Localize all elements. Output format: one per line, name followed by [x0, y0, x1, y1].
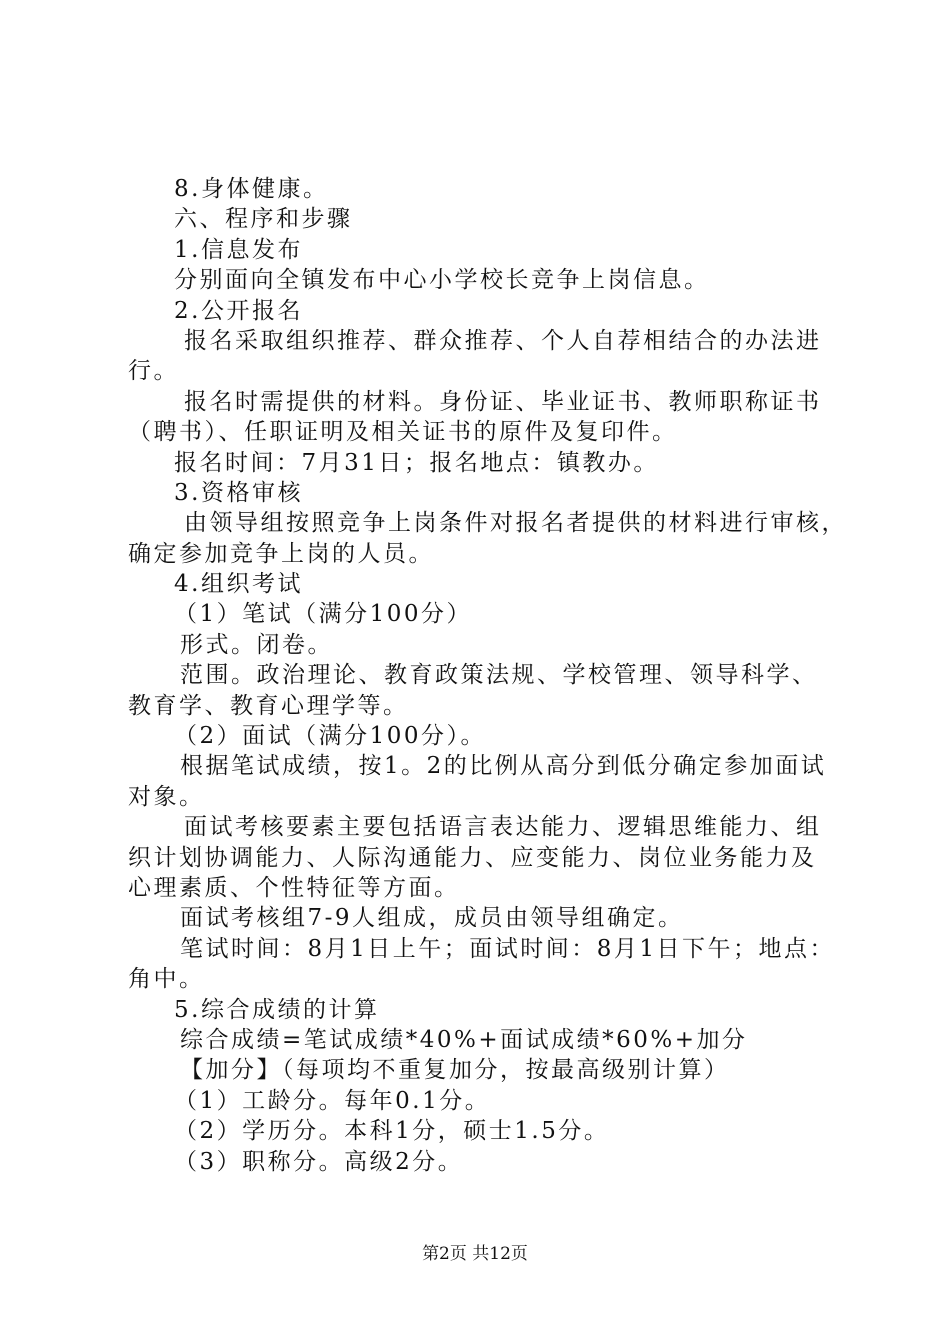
text-line: 形式。闭卷。	[180, 631, 333, 658]
text-line: 由领导组按照竞争上岗条件对报名者提供的材料进行审核，	[184, 510, 847, 537]
text-line: 报名时间：7月31日；报名地点：镇教办。	[174, 449, 659, 476]
text-line: （2）面试（满分100分）。	[174, 723, 487, 750]
text-line: 笔试时间：8月1日上午；面试时间：8月1日下午；地点：	[180, 935, 836, 962]
text-line: （2）学历分。本科1分，硕士1.5分。	[174, 1118, 610, 1145]
text-line: （1）工龄分。每年0.1分。	[174, 1087, 491, 1114]
text-line: 教育学、教育心理学等。	[128, 692, 409, 719]
text-line: 综合成绩=笔试成绩*40%+面试成绩*60%+加分	[180, 1026, 748, 1053]
document-body	[128, 174, 850, 1177]
text-line: 报名时需提供的材料。身份证、毕业证书、教师职称证书	[184, 388, 822, 415]
subsection-heading: 1.信息发布	[174, 236, 303, 263]
text-line: 面试考核要素主要包括语言表达能力、逻辑思维能力、组	[184, 814, 822, 841]
text-line: 确定参加竞争上岗的人员。	[128, 540, 434, 567]
text-line: （1）笔试（满分100分）	[174, 601, 473, 628]
subsection-heading: 3.资格审核	[174, 479, 303, 506]
text-line: 角中。	[128, 966, 205, 993]
text-line: 心理素质、个性特征等方面。	[128, 874, 460, 901]
text-line: 报名采取组织推荐、群众推荐、个人自荐相结合的办法进	[184, 327, 822, 354]
section-heading: 六、程序和步骤	[174, 206, 353, 233]
subsection-heading: 5.综合成绩的计算	[174, 996, 380, 1023]
text-line: 面试考核组7-9人组成，成员由领导组确定。	[180, 905, 684, 932]
subsection-heading: 4.组织考试	[174, 571, 303, 598]
text-line: 根据笔试成绩，按1。2的比例从高分到低分确定参加面试	[180, 753, 827, 780]
page-footer: 第2页 共12页	[422, 1244, 528, 1264]
text-line: （3）职称分。高级2分。	[174, 1148, 464, 1175]
text-line: 【加分】（每项均不重复加分，按最高级别计算）	[180, 1057, 730, 1084]
text-line: 分别面向全镇发布中心小学校长竞争上岗信息。	[174, 267, 710, 294]
subsection-heading: 2.公开报名	[174, 297, 303, 324]
text-line: 行。	[128, 358, 179, 385]
text-line: （聘书）、任职证明及相关证书的原件及复印件。	[128, 419, 678, 446]
text-line: 范围。政治理论、教育政策法规、学校管理、领导科学、	[180, 662, 818, 689]
text-line: 8.身体健康。	[174, 176, 329, 202]
text-line: 对象。	[128, 783, 205, 810]
text-line: 织计划协调能力、人际沟通能力、应变能力、岗位业务能力及	[128, 844, 817, 871]
